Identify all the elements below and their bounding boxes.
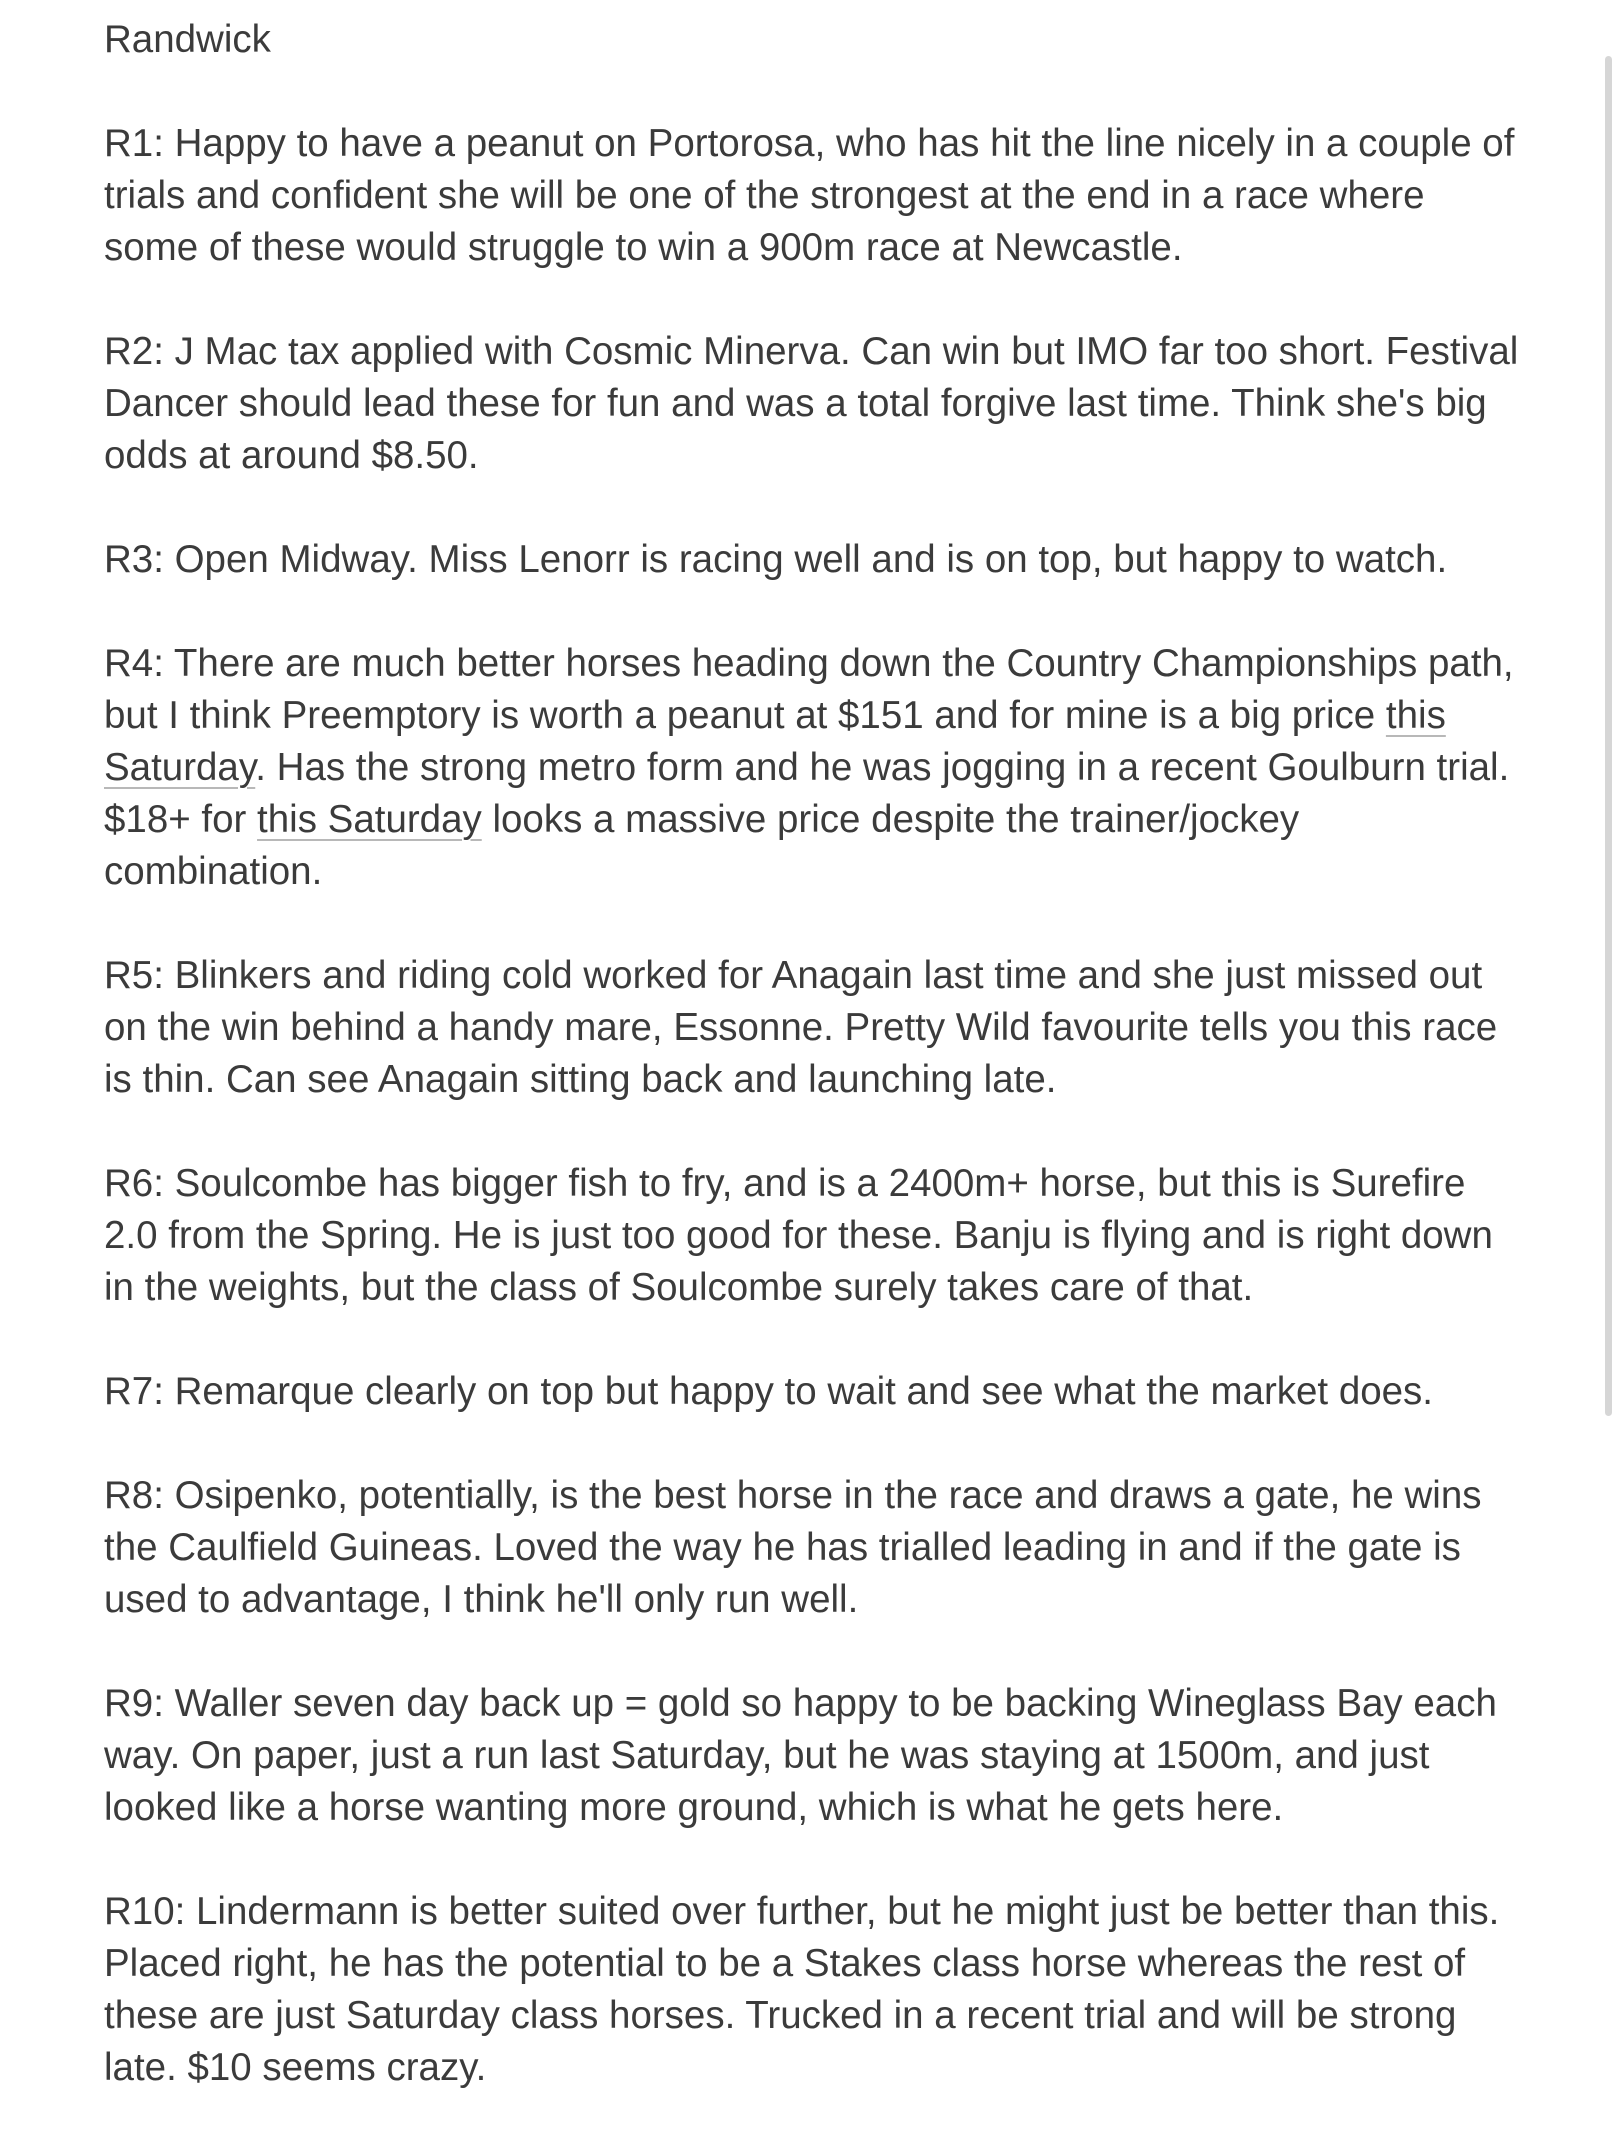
- note-title: Randwick: [104, 18, 271, 61]
- race-note-r10: R10: Lindermann is better suited over further, but he might just be better than this. Placed right, he has the potential to be a Stakes class horse whereas the rest of these are just Saturday class horses. Trucked in a recent trial and will be strong late. $10 seems crazy.: [104, 1890, 1500, 2089]
- race-note-r4-part2: . Has the strong metro form and he was jogging in a recent Goulburn trial. $18+ for: [104, 746, 1510, 841]
- race-note-r7: R7: Remarque clearly on top but happy to wait and see what the market does.: [104, 1370, 1434, 1413]
- race-note-r6: R6: Soulcombe has bigger fish to fry, and is a 2400m+ horse, but this is Surefire 2.0 from the Spring. He is just too good for these. Banju is flying and is right down in the weights, but the class of Soulcombe surely takes care of that.: [104, 1162, 1493, 1309]
- race-note-r4: [104, 638, 1524, 898]
- race-note-r1: R1: Happy to have a peanut on Portorosa, who has hit the line nicely in a couple of trials and confident she will be one of the strongest at the end in a race where some of these would struggle to win a 900m race at Newcastle.: [104, 122, 1515, 269]
- date-link-this-saturday-2[interactable]: this Saturday: [257, 798, 482, 841]
- race-note-r2: R2: J Mac tax applied with Cosmic Minerva. Can win but IMO far too short. Festival Dancer should lead these for fun and was a total forgive last time. Think she's big odds at around $8.50.: [104, 330, 1519, 477]
- vertical-scrollbar[interactable]: [1596, 0, 1620, 2039]
- scrollbar-thumb[interactable]: [1605, 56, 1612, 1416]
- race-note-r5: R5: Blinkers and riding cold worked for Anagain last time and she just missed out on the win behind a handy mare, Essonne. Pretty Wild favourite tells you this race is thin. Can see Anagain sitting back and launching late.: [104, 954, 1498, 1101]
- race-note-r4-part1: R4: There are much better horses heading down the Country Championships path, but I think Preemptory is worth a peanut at $151 and for mine is a big price: [104, 642, 1514, 737]
- race-note-r9: R9: Waller seven day back up = gold so happy to be backing Wineglass Bay each way. On paper, just a run last Saturday, but he was staying at 1500m, and just looked like a horse wanting more ground, which is what he gets here.: [104, 1682, 1497, 1829]
- note-body[interactable]: [104, 14, 1524, 2146]
- race-note-r3: R3: Open Midway. Miss Lenorr is racing well and is on top, but happy to watch.: [104, 538, 1448, 581]
- date-link-this-saturday-1[interactable]: this Saturday: [104, 694, 1446, 789]
- race-note-r8: R8: Osipenko, potentially, is the best horse in the race and draws a gate, he wins the Caulfield Guineas. Loved the way he has trialled leading in and if the gate is used to advantage, I think he'll only run well.: [104, 1474, 1482, 1621]
- race-note-r4-part3: looks a massive price despite the trainer/jockey combination.: [104, 798, 1300, 893]
